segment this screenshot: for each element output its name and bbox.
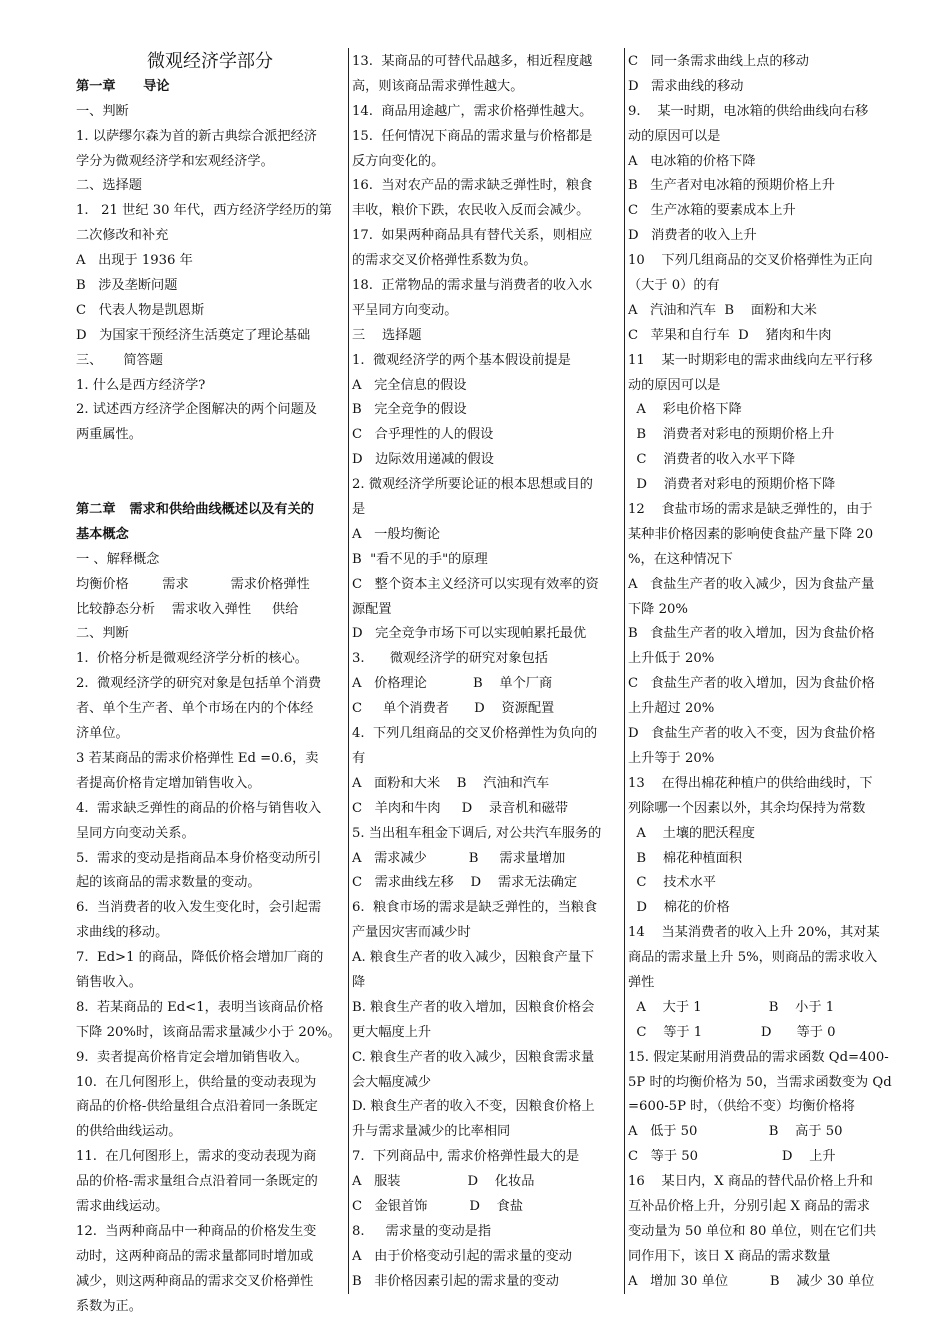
text-line: 13. 某商品的可替代品越多，相近程度越 xyxy=(352,54,593,69)
text-line xyxy=(76,473,344,498)
text-line: 3. 微观经济学的研究对象包括 xyxy=(352,651,548,667)
text-line: C 需求曲线左移 D 需求无法确定 xyxy=(352,875,578,891)
text-line: A 低于 50 B 高于 50 xyxy=(628,1124,843,1140)
text-line: 18. 正常物品的需求量与消费者的收入水 xyxy=(352,278,593,294)
text-line: C 等于 1 D 等于 0 xyxy=(628,1024,836,1040)
text-line: 7. Ed>1 的商品，降低价格会增加厂商的 xyxy=(76,950,324,966)
text-line: 上升低于 20% xyxy=(628,651,715,667)
text-line: 13 在得出棉花种植户的供给曲线时，下 xyxy=(628,775,873,791)
text-line: %，在这种情况下 xyxy=(628,551,733,567)
text-line: B 非价格因素引起的需求量的变动 xyxy=(352,1273,559,1289)
text-line: A 面粉和大米 B 汽油和汽车 xyxy=(352,775,550,791)
text-line: C 整个资本主义经济可以实现有效率的资 xyxy=(352,576,599,592)
text-line: 14. 商品用途越广，需求价格弹性越大。 xyxy=(352,103,593,119)
text-line: D. 粮食生产者的收入不变，因粮食价格上 xyxy=(352,1099,595,1115)
text-line: 1. 什么是西方经济学? xyxy=(76,377,206,393)
text-line: 互补品价格上升，分别引起 X 商品的需求 xyxy=(628,1198,870,1214)
text-line: 10 下列几组商品的交叉价格弹性为正向 xyxy=(628,253,873,269)
text-line: A 大于 1 B 小于 1 xyxy=(628,999,835,1015)
text-line: 反方向变化的。 xyxy=(352,153,445,169)
text-line: 下降 20% xyxy=(628,601,688,617)
text-line: 销售收入。 xyxy=(76,974,142,990)
text-line: B 生产者对电冰箱的预期价格上升 xyxy=(628,178,835,194)
text-line: 变动量为 50 单位和 80 单位，则在它们共 xyxy=(628,1223,877,1239)
text-line: 16. 当对农产品的需求缺乏弹性时，粮食 xyxy=(352,178,593,194)
text-line: C 代表人物是凯恩斯 xyxy=(76,302,205,318)
text-line: 起的该商品的需求数量的变动。 xyxy=(76,875,261,891)
text-line: 呈同方向变动关系。 xyxy=(76,825,195,841)
text-line: 16 某日内，X 商品的替代品价格上升和 xyxy=(628,1174,873,1190)
text-line: D 棉花的价格 xyxy=(628,900,730,916)
text-line: 某种非价格因素的影响使食盐产量下降 20 xyxy=(628,526,874,542)
text-line: 5P 时的均衡价格为 50，当需求函数变为 Qd xyxy=(628,1074,892,1090)
text-line: B 棉花种植面积 xyxy=(628,850,742,866)
text-line: D 食盐生产者的收入不变，因为食盐价格 xyxy=(628,726,876,742)
text-line: =600-5P 时，（供给不变）均衡价格将 xyxy=(628,1099,855,1115)
text-line: A 增加 30 单位 B 减少 30 单位 xyxy=(628,1273,875,1289)
text-line: A 土壤的肥沃程度 xyxy=(628,825,755,841)
text-line: 3 若某商品的需求价格弹性 Ed =0.6，卖 xyxy=(76,750,319,766)
text-line: 丰收，粮价下跌，农民收入反而会减少。 xyxy=(352,203,590,219)
text-line: A 价格理论 B 单个厂商 xyxy=(352,676,553,692)
column-divider xyxy=(624,48,625,1294)
text-line: C 单个消费者 D 资源配置 xyxy=(352,701,555,717)
text-line: 上升超过 20% xyxy=(628,701,715,717)
text-line: 比较静态分析 需求收入弹性 供给 xyxy=(76,601,299,617)
text-line: 有 xyxy=(352,750,366,766)
text-line: A 彩电价格下降 xyxy=(628,402,742,418)
document-title: 微观经济学部分 xyxy=(147,51,273,72)
text-line: （大于 0）的有 xyxy=(628,278,720,294)
text-line: C 合乎理性的人的假设 xyxy=(352,427,494,443)
text-line: 学分为微观经济学和宏观经济学。 xyxy=(76,153,274,169)
text-line: D 需求曲线的移动 xyxy=(628,78,744,94)
text-line: 11. 在几何图形上，需求的变动表现为商 xyxy=(76,1149,317,1165)
text-line: C 苹果和自行车 D 猪肉和牛肉 xyxy=(628,327,832,343)
text-line: A 食盐生产者的收入减少，因为食盐产量 xyxy=(628,576,875,592)
text-line: 9. 某一时期，电冰箱的供给曲线向右移 xyxy=(628,103,869,119)
text-line: B "看不见的手"的原理 xyxy=(352,551,488,567)
text-line xyxy=(76,448,344,473)
text-line: 9. 卖者提高价格肯定会增加销售收入。 xyxy=(76,1049,308,1065)
text-line: 是 xyxy=(352,502,366,518)
text-line: 济单位。 xyxy=(76,726,129,742)
text-line: 弹性 xyxy=(628,974,655,990)
text-line: A. 粮食生产者的收入减少，因粮食产量下 xyxy=(352,950,595,966)
text-line: 6. 粮食市场的需求是缺乏弹性的，当粮食 xyxy=(352,900,598,916)
text-line: 动时，这两种商品的需求量都同时增加或 xyxy=(76,1248,314,1264)
text-line: 两重属性。 xyxy=(76,427,142,443)
text-line: 求曲线的移动。 xyxy=(76,925,169,941)
text-line: 系数为正。 xyxy=(76,1298,142,1314)
text-line: 5. 当出租车租金下调后, 对公共汽车服务的 xyxy=(352,825,602,841)
text-line: 的供给曲线运动。 xyxy=(76,1124,182,1140)
text-line: 二、判断 xyxy=(76,626,129,642)
text-line: 者提高价格肯定增加销售收入。 xyxy=(76,775,261,791)
text-line: C 技术水平 xyxy=(628,875,716,891)
text-line: 上升等于 20% xyxy=(628,750,715,766)
text-line: C 食盐生产者的收入增加，因为食盐价格 xyxy=(628,676,875,692)
text-line: 二次修改和补充 xyxy=(76,228,169,244)
text-line: A 汽油和汽车 B 面粉和大米 xyxy=(628,302,817,318)
text-line: C 同一条需求曲线上点的移动 xyxy=(628,54,809,69)
text-line: 均衡价格 需求 需求价格弹性 xyxy=(76,576,310,592)
chapter-heading: 第二章 需求和供给曲线概述以及有关的 xyxy=(76,502,314,518)
text-line: B 涉及垄断问题 xyxy=(76,278,178,294)
text-line: 一 、解释概念 xyxy=(76,551,160,567)
text-line: 高，则该商品需求弹性越大。 xyxy=(352,78,524,94)
text-line: 源配置 xyxy=(352,601,392,617)
text-line: 2. 微观经济学所要论证的根本思想或目的 xyxy=(352,477,593,493)
text-line: A 完全信息的假设 xyxy=(352,377,467,393)
text-line: 12. 当两种商品中一种商品的价格发生变 xyxy=(76,1223,317,1239)
text-line: 2. 微观经济学的研究对象是包括单个消费 xyxy=(76,676,322,692)
text-line: 5. 需求的变动是指商品本身价格变动所引 xyxy=(76,850,322,866)
text-line: 平呈同方向变动。 xyxy=(352,302,458,318)
text-line: 6. 当消费者的收入发生变化时，会引起需 xyxy=(76,900,322,916)
text-line: 4. 下列几组商品的交叉价格弹性为负向的 xyxy=(352,726,598,742)
text-line: 降 xyxy=(352,974,366,990)
text-line: 15. 假定某耐用消费品的需求函数 Qd=400- xyxy=(628,1049,889,1065)
text-line: 更大幅度上升 xyxy=(352,1024,432,1040)
text-line: 1. 微观经济学的两个基本假设前提是 xyxy=(352,352,571,368)
text-line: B 食盐生产者的收入增加，因为食盐价格 xyxy=(628,626,875,642)
text-line: A 一般均衡论 xyxy=(352,526,441,542)
text-line: B 完全竞争的假设 xyxy=(352,402,467,418)
text-line: 减少，则这两种商品的需求交叉价格弹性 xyxy=(76,1273,314,1289)
text-line: 商品的价格-供给量组合点沿着同一条既定 xyxy=(76,1099,318,1115)
text-line: 4. 需求缺乏弹性的商品的价格与销售收入 xyxy=(76,800,322,816)
column-right xyxy=(628,50,898,1300)
text-line: 需求曲线运动。 xyxy=(76,1198,169,1214)
text-line: 的需求交叉价格弹性系数为负。 xyxy=(352,253,537,269)
text-line: 会大幅度减少 xyxy=(352,1074,432,1090)
text-line: 动的原因可以是 xyxy=(628,128,721,144)
chapter-heading: 基本概念 xyxy=(76,526,129,542)
text-line: 同作用下，该日 X 商品的需求数量 xyxy=(628,1248,831,1264)
text-line: C 羊肉和牛肉 D 录音机和磁带 xyxy=(352,800,569,816)
text-line: 1. 价格分析是微观经济学分析的核心。 xyxy=(76,651,308,667)
text-line: A 由于价格变动引起的需求量的变动 xyxy=(352,1248,572,1264)
text-line: 列除哪一个因素以外，其余均保持为常数 xyxy=(628,800,866,816)
text-line: 8. 若某商品的 Ed<1，表明当该商品价格 xyxy=(76,999,324,1015)
text-line: 品的价格-需求量组合点沿着同一条既定的 xyxy=(76,1174,318,1190)
text-line: C. 粮食生产者的收入减少，因粮食需求量 xyxy=(352,1049,595,1065)
text-line: 二、选择题 xyxy=(76,178,142,194)
text-line: D 为国家干预经济生活奠定了理论基础 xyxy=(76,327,311,343)
text-line: 8. 需求量的变动是指 xyxy=(352,1223,492,1239)
column-divider xyxy=(348,48,349,1294)
text-line: C 生产冰箱的要素成本上升 xyxy=(628,203,796,219)
text-line: 升与需求量减少的比率相同 xyxy=(352,1124,511,1140)
text-line: 1. 21 世纪 30 年代，西方经济学经历的第 xyxy=(76,203,332,219)
text-line: 2. 试述西方经济学企图解决的两个问题及 xyxy=(76,402,317,418)
text-line: 产量因灾害而减少时 xyxy=(352,925,471,941)
chapter-heading: 第一章 导论 xyxy=(76,78,170,94)
text-line: 15. 任何情况下商品的需求量与价格都是 xyxy=(352,128,593,144)
text-line: B 消费者对彩电的预期价格上升 xyxy=(628,427,835,443)
text-line: D 边际效用递减的假设 xyxy=(352,452,494,468)
text-line: C 等于 50 D 上升 xyxy=(628,1149,836,1165)
text-line: A 电冰箱的价格下降 xyxy=(628,153,756,169)
text-line: 三、 简答题 xyxy=(76,352,163,368)
column-left xyxy=(76,50,344,1314)
text-line: 7. 下列商品中, 需求价格弹性最大的是 xyxy=(352,1149,580,1165)
text-line: 下降 20%时，该商品需求量减少小于 20%。 xyxy=(76,1024,341,1040)
text-line: C 金银首饰 D 食盐 xyxy=(352,1198,524,1214)
text-line: D 消费者的收入上升 xyxy=(628,228,757,244)
text-line: D 消费者对彩电的预期价格下降 xyxy=(628,477,836,493)
text-line: 12 食盐市场的需求是缺乏弹性的，由于 xyxy=(628,502,873,518)
text-line: C 消费者的收入水平下降 xyxy=(628,452,796,468)
text-line: 动的原因可以是 xyxy=(628,377,721,393)
text-line: 1. 以萨缪尔森为首的新古典综合派把经济 xyxy=(76,128,317,144)
text-line: 三 选择题 xyxy=(352,327,422,343)
text-line: 11 某一时期彩电的需求曲线向左平行移 xyxy=(628,352,873,368)
text-line: 者、单个生产者、单个市场在内的个体经 xyxy=(76,701,314,717)
text-line: B. 粮食生产者的收入增加，因粮食价格会 xyxy=(352,999,595,1015)
text-line: 商品的需求量上升 5%，则商品的需求收入 xyxy=(628,950,878,966)
text-line: A 服装 D 化妆品 xyxy=(352,1174,535,1190)
text-line: A 需求减少 B 需求量增加 xyxy=(352,850,566,866)
text-line: A 出现于 1936 年 xyxy=(76,253,193,269)
column-middle xyxy=(352,50,620,1300)
text-line: 17. 如果两种商品具有替代关系，则相应 xyxy=(352,228,593,244)
text-line: 10. 在几何图形上，供给量的变动表现为 xyxy=(76,1074,317,1090)
text-line: D 完全竞争市场下可以实现帕累托最优 xyxy=(352,626,587,642)
text-line: 一、判断 xyxy=(76,103,129,119)
text-line: 14 当某消费者的收入上升 20%，其对某 xyxy=(628,925,880,941)
